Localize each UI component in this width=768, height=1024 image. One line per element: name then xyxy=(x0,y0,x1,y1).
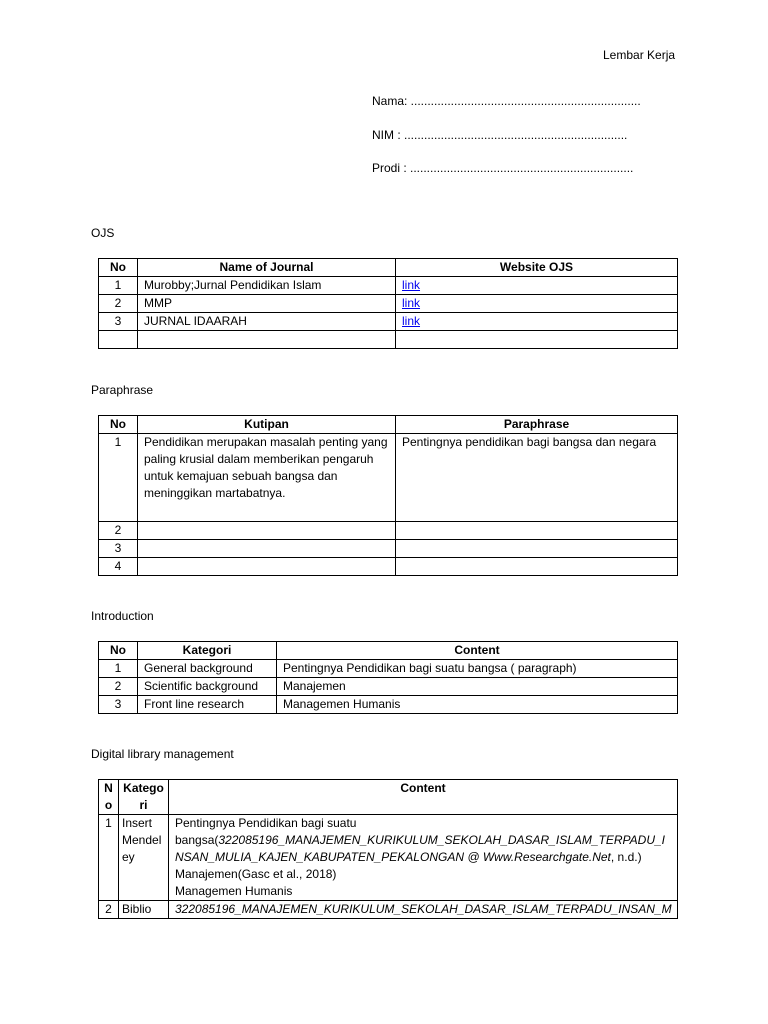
kategori-cell: Front line research xyxy=(138,696,277,714)
content-citation xyxy=(175,832,671,866)
kategori-cell: General background xyxy=(138,660,277,678)
paraphrase-cell xyxy=(396,540,678,558)
journal-link[interactable]: link xyxy=(402,278,421,292)
paraphrase-cell: Pentingnya pendidikan bagi bangsa dan negara xyxy=(396,434,678,522)
journal-link[interactable]: link xyxy=(402,314,421,328)
empty-cell xyxy=(396,331,678,349)
column-header: No xyxy=(99,642,138,660)
ojs-table xyxy=(98,258,678,349)
content-line: Manajemen(Gasc et al., 2018) xyxy=(175,867,337,881)
table-row xyxy=(99,696,678,714)
table-row xyxy=(99,313,678,331)
column-header: Paraphrase xyxy=(396,416,678,434)
table-row xyxy=(99,295,678,313)
kutipan-cell xyxy=(138,522,396,540)
ojs-section-title: OJS xyxy=(91,226,115,240)
table-row xyxy=(99,277,678,295)
column-header: Kategori xyxy=(119,780,169,815)
nim-field: NIM : ................................................................... xyxy=(372,128,628,142)
empty-cell xyxy=(138,331,396,349)
content-cell: Manajemen xyxy=(277,678,678,696)
journal-name: JURNAL IDAARAH xyxy=(138,313,396,331)
table-row xyxy=(99,901,678,919)
page-title: Lembar Kerja xyxy=(603,48,676,62)
journal-link[interactable]: link xyxy=(402,296,421,310)
introduction-section-title: Introduction xyxy=(91,609,154,623)
table-row xyxy=(99,678,678,696)
content-cell xyxy=(169,815,678,901)
column-header: Content xyxy=(169,780,678,815)
table-row-empty xyxy=(99,331,678,349)
row-number: 1 xyxy=(99,277,138,295)
column-header: Name of Journal xyxy=(138,259,396,277)
citation-title: 322085196_MANAJEMEN_KURIKULUM_SEKOLAH_DASAR_ISLAM_TERPADU_INSAN_MULIA_KAJEN_KABUPATEN_PEKALONGAN @ Www.Researchgate.Net xyxy=(175,833,665,864)
row-number: 4 xyxy=(99,558,138,576)
content-cell: 322085196_MANAJEMEN_KURIKULUM_SEKOLAH_DASAR_ISLAM_TERPADU_INSAN_M xyxy=(169,901,678,919)
table-header-row xyxy=(99,642,678,660)
column-header: Kategori xyxy=(138,642,277,660)
row-number: 1 xyxy=(99,660,138,678)
empty-cell xyxy=(99,331,138,349)
column-header: Kutipan xyxy=(138,416,396,434)
table-row xyxy=(99,522,678,540)
citation-suffix: , n.d.) xyxy=(610,850,642,864)
row-number: 1 xyxy=(99,434,138,522)
table-row xyxy=(99,815,678,901)
citation-prefix: bangsa( xyxy=(175,833,219,847)
row-number: 2 xyxy=(99,295,138,313)
content-cell: Managemen Humanis xyxy=(277,696,678,714)
table-row xyxy=(99,660,678,678)
kategori-cell: Insert Mendeley xyxy=(119,815,169,901)
row-number: 3 xyxy=(99,696,138,714)
column-header: Website OJS xyxy=(396,259,678,277)
kategori-cell: Biblio xyxy=(119,901,169,919)
paraphrase-cell xyxy=(396,522,678,540)
digital-library-section-title: Digital library management xyxy=(91,747,234,761)
table-header-row xyxy=(99,259,678,277)
prodi-field: Prodi : ................................................................... xyxy=(372,161,634,175)
paraphrase-table xyxy=(98,415,678,576)
column-header: No xyxy=(99,416,138,434)
paraphrase-cell xyxy=(396,558,678,576)
paraphrase-section-title: Paraphrase xyxy=(91,383,154,397)
table-header-row xyxy=(99,780,678,815)
row-number: 3 xyxy=(99,540,138,558)
row-number: 1 xyxy=(99,815,119,901)
table-row xyxy=(99,558,678,576)
row-number: 2 xyxy=(99,678,138,696)
nama-field: Nama: ..................................................................... xyxy=(372,94,641,108)
kutipan-cell xyxy=(138,540,396,558)
content-line: Pentingnya Pendidikan bagi suatu xyxy=(175,816,357,830)
content-line: Managemen Humanis xyxy=(175,884,293,898)
row-number: 2 xyxy=(99,522,138,540)
journal-name: Murobby;Jurnal Pendidikan Islam xyxy=(138,277,396,295)
kutipan-cell: Pendidikan merupakan masalah penting yang paling krusial dalam memberikan pengaruh untuk kemajuan sebuah bangsa dan meninggikan martabatnya. xyxy=(138,434,396,522)
row-number: 3 xyxy=(99,313,138,331)
introduction-table xyxy=(98,641,678,714)
column-header: Content xyxy=(277,642,678,660)
table-header-row xyxy=(99,416,678,434)
kutipan-cell xyxy=(138,558,396,576)
kategori-cell: Scientific background xyxy=(138,678,277,696)
digital-library-table xyxy=(98,779,678,919)
journal-name: MMP xyxy=(138,295,396,313)
column-header: No xyxy=(99,259,138,277)
row-number: 2 xyxy=(99,901,119,919)
table-row xyxy=(99,540,678,558)
content-cell: Pentingnya Pendidikan bagi suatu bangsa ( paragraph) xyxy=(277,660,678,678)
table-row xyxy=(99,434,678,522)
column-header: No xyxy=(99,780,119,815)
